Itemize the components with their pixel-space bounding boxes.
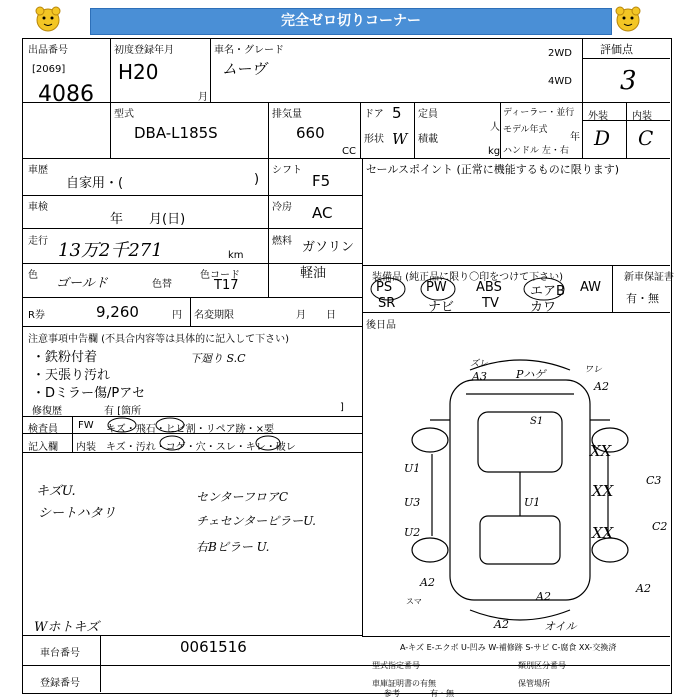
equip-aw: AW (580, 280, 602, 295)
note-2: ・天張り汚れ (32, 368, 111, 383)
interior-items: キズ・汚れ・コゲ・穴・スレ・キレ・破レ (106, 442, 296, 453)
interior-value: C (638, 126, 654, 150)
recycle-unit: 円 (172, 310, 182, 321)
footer-class-number: 類別区分番号 (518, 661, 566, 670)
mark-bottom-left: A2 (420, 576, 435, 589)
capacity-label: 定員 (418, 109, 438, 120)
mark-top-left: A3 (472, 370, 487, 383)
mileage-value: 13万2千271 (58, 240, 163, 261)
hw-note-5: 右Bピラー U. (196, 540, 270, 554)
chassis-label: 車台番号 (40, 648, 80, 659)
footer-yes-no: 有・無 (430, 689, 454, 698)
hw-note-3: センターフロアC (196, 490, 289, 504)
wd2-label: 2WD (548, 48, 572, 59)
first-reg-label: 初度登録年月 (114, 45, 174, 56)
history-close: ) (254, 172, 260, 187)
mark-center2: U1 (524, 496, 541, 509)
model-label: 型式 (114, 109, 134, 120)
note-handwritten: 下廻り S.C (190, 352, 246, 365)
first-reg-month: 月 (198, 92, 208, 103)
model-year-unit: 年 (570, 132, 580, 143)
shift-label: シフト (272, 165, 302, 176)
chassis-value: 0061516 (180, 638, 247, 656)
fuel-label: 燃料 (272, 236, 292, 247)
lot-number: 4086 (38, 82, 94, 107)
exterior-label: 外装 (588, 111, 608, 122)
repair-close: ] (340, 402, 344, 413)
grade-label: 評価点 (600, 43, 633, 56)
lot-label: 出品番号 (28, 45, 68, 56)
exterior-value: D (594, 126, 611, 150)
mark-left1: U1 (404, 462, 421, 475)
color-code-value: T17 (214, 278, 239, 293)
doors-value: 5 (392, 104, 402, 122)
equip-title: 装備品 (純正品に限り〇印をつけて下さい) (372, 272, 563, 283)
equip-ps: PS (376, 280, 393, 295)
equip-leather: カワ (530, 300, 557, 315)
name-label: 車名・グレード (214, 45, 284, 56)
color-change-label: 色替 (152, 279, 172, 290)
legend: A-キズ E-エクボ U-凹み W-補修跡 S-サビ C-腐食 XX-交換済 (400, 643, 617, 652)
fuel-gasoline: ガソリン (302, 240, 355, 255)
new-warranty-label: 新車保証書 (624, 272, 674, 283)
reg-label: 登録番号 (40, 678, 80, 689)
fw-label: FW (78, 420, 94, 431)
record-label: 記入欄 (28, 442, 58, 453)
color-label: 色 (28, 270, 38, 281)
shape-value: W (392, 130, 408, 148)
mark-right3: XX (592, 524, 614, 542)
hw-note-1: キズU. (36, 484, 76, 499)
name-value: ムーヴ (222, 60, 267, 78)
mark-right2: XX (592, 482, 614, 500)
hw-note-4: チェセンターピラーU. (196, 514, 316, 528)
smoke-label: スマ (406, 597, 422, 606)
equip-navi: ナビ (428, 300, 455, 315)
mark-bottom-right: A2 (636, 582, 651, 595)
car-diagram (370, 340, 666, 634)
equip-circles (368, 275, 608, 305)
handle-label: ハンドル 左・右 (503, 146, 569, 156)
load-unit: kg (488, 146, 501, 157)
doors-label: ドア (364, 109, 384, 120)
history-value: 自家用・( (66, 176, 124, 191)
model-year-label: モデル年式 (503, 125, 548, 135)
interior-label: 内装 (632, 111, 652, 122)
fuel-diesel: 軽油 (300, 266, 327, 281)
model-value: DBA-L185S (134, 124, 218, 142)
equip-abs: ABS (476, 280, 502, 295)
grade-value: 3 (620, 66, 637, 96)
color-code-label: 色コード (200, 270, 240, 281)
sales-label: セールスポイント (正常に機能するものに限ります) (366, 163, 620, 176)
repair-label: 修復歴 (32, 406, 62, 417)
shift-value: F5 (312, 172, 331, 190)
capacity-unit: 人 (490, 122, 500, 133)
cooling-value: AC (312, 204, 333, 222)
inspector-label: 検査員 (28, 424, 58, 435)
mark-center: S1 (530, 416, 544, 427)
recycle-label: R券 (28, 310, 45, 321)
color-value: ゴールド (56, 276, 108, 291)
mark-top-right-note: ワレ (584, 365, 603, 375)
mark-right1: XX (590, 442, 612, 460)
mark-top-note: ズレ (470, 359, 489, 369)
footer-model-designation: 型式指定番号 (372, 661, 420, 670)
fw-circles (100, 415, 300, 451)
wd4-label: 4WD (548, 76, 572, 87)
recycle-value: 9,260 (96, 303, 139, 321)
mascot-right-icon (612, 5, 644, 33)
note-3: ・Dミラー傷/Pアセ (32, 386, 146, 401)
mark-bottom-oil: オイル (544, 620, 577, 633)
inspection-label: 車検 (28, 202, 48, 213)
meigi-label: 名変期限 (194, 310, 234, 321)
new-warranty-value: 有・無 (626, 292, 659, 305)
mark-left3: U2 (404, 526, 421, 539)
hw-note-2: シートハタリ (38, 506, 116, 521)
mark-bottom: A2 (536, 590, 551, 603)
mark-top-right: A2 (594, 380, 609, 393)
fw-items: キズ・飛石・ヒビ割・リペア跡・×要 (106, 424, 274, 435)
mark-bottom2: A2 (494, 618, 509, 631)
disp-unit: CC (342, 146, 356, 157)
notes-title: 注意事項中告欄 (不具合内容等は具体的に記入して下さい) (28, 334, 289, 345)
dealer-label: ディーラー・並行 (503, 108, 575, 118)
equip-sr: SR (378, 296, 396, 311)
mark-left2: U3 (404, 496, 421, 509)
mascot-left-icon (32, 5, 64, 33)
inspection-value: 年 月(日) (110, 212, 186, 227)
after-label: 後日品 (366, 320, 396, 331)
cooling-label: 冷房 (272, 202, 292, 213)
lot-sub: [2069] (32, 64, 66, 75)
hw-note-bottom: Wホトキズ (34, 620, 100, 635)
footer-storage: 保管場所 (518, 679, 550, 688)
mark-c2: C2 (652, 520, 668, 533)
load-label: 積載 (418, 134, 438, 145)
interior-record-label: 内装 (76, 442, 96, 453)
repair-value: 有 [箇所 (104, 406, 142, 417)
mark-c3: C3 (646, 474, 662, 487)
banner-title: 完全ゼロ切りコーナー (90, 8, 612, 35)
first-reg-value: H20 (118, 60, 159, 84)
footer-garage-cert: 車庫証明書の有無 (372, 679, 436, 688)
disp-label: 排気量 (272, 109, 302, 120)
mileage-unit: km (228, 250, 244, 261)
equip-airbag: エアB (530, 284, 565, 299)
mark-top: Pハゲ (516, 368, 546, 381)
disp-value: 660 (296, 124, 325, 142)
note-1: ・鉄粉付着 (32, 350, 98, 365)
shape-label: 形状 (364, 134, 384, 145)
equip-pw: PW (426, 280, 447, 295)
equip-tv: TV (482, 296, 499, 311)
mileage-label: 走行 (28, 236, 48, 247)
meigi-value: 月 日 (296, 310, 336, 321)
history-label: 車歴 (28, 165, 48, 176)
footer-reference: 参考 (384, 689, 400, 698)
